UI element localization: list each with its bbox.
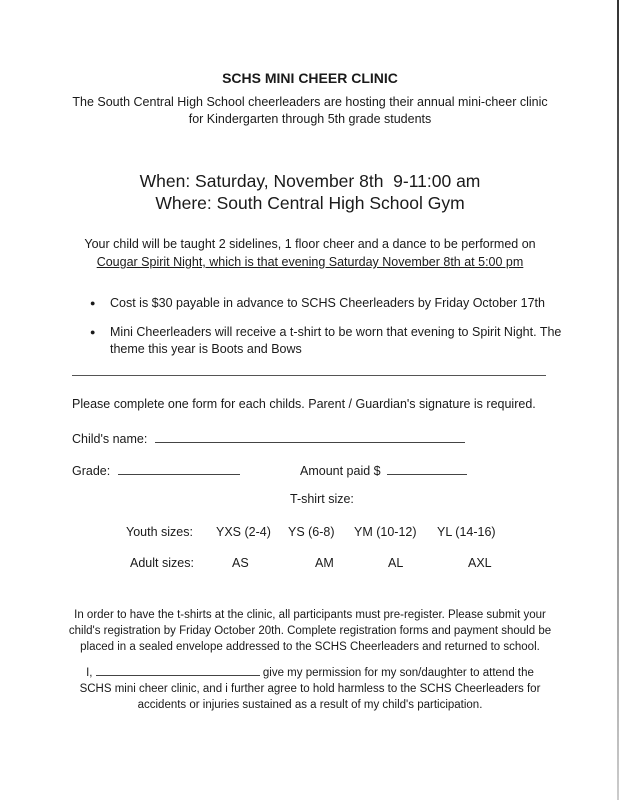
section-divider (72, 375, 546, 376)
notice-line: child's registration by Friday October 20th. Complete registration forms and payment should be (68, 625, 552, 637)
bullet-icon: ● (90, 298, 96, 308)
permission-suffix: give my permission for my son/daughter to attend the (262, 667, 534, 679)
intro-line: for Kindergarten through 5th grade students (188, 112, 432, 126)
size-option-am[interactable]: AM (315, 556, 334, 570)
event-details (0, 170, 620, 214)
registration-notice (0, 607, 620, 655)
size-option-yl[interactable]: YL (14-16) (437, 525, 496, 539)
size-option-ys[interactable]: YS (6-8) (288, 525, 335, 539)
intro-line: The South Central High School cheerleaders are hosting their annual mini-cheer clinic (72, 95, 548, 109)
bullet-text: Mini Cheerleaders will receive a t-shirt to be worn that evening to Spirit Night. The theme this year is Boots and Bows (110, 325, 562, 356)
grade-field[interactable] (118, 462, 240, 475)
tshirt-size-label: T-shirt size: (290, 492, 354, 506)
child-name-field[interactable] (155, 430, 465, 443)
event-when: When: Saturday, November 8th 9-11:00 am (139, 171, 481, 191)
child-name-row (72, 430, 465, 446)
permission-line-3: accidents or injuries sustained as a result of my child's participation. (137, 699, 483, 711)
size-option-yxs[interactable]: YXS (2-4) (216, 525, 271, 539)
program-description (0, 235, 620, 271)
bullet-tshirt (90, 324, 570, 358)
info-bullets (90, 295, 570, 370)
adult-sizes-label: Adult sizes: (130, 556, 194, 570)
size-option-as[interactable]: AS (232, 556, 249, 570)
program-line: Your child will be taught 2 sidelines, 1 floor cheer and a dance to be performed on (84, 237, 536, 251)
size-option-ym[interactable]: YM (10-12) (354, 525, 417, 539)
amount-paid-field[interactable] (387, 462, 467, 475)
spirit-night-line: Cougar Spirit Night, which is that evening Saturday November 8th at 5:00 pm (96, 255, 524, 269)
form-instruction: Please complete one form for each childs. Parent / Guardian's signature is required. (72, 397, 536, 411)
amount-paid-row (300, 462, 467, 478)
grade-row (72, 462, 240, 478)
bullet-cost (90, 295, 570, 312)
notice-line: placed in a sealed envelope addressed to the SCHS Cheerleaders and returned to school. (80, 641, 540, 653)
size-option-al[interactable]: AL (388, 556, 404, 570)
child-name-label: Child's name: (72, 432, 148, 446)
bullet-text: Cost is $30 payable in advance to SCHS Cheerleaders by Friday October 17th (110, 296, 545, 310)
permission-line-1 (0, 663, 620, 681)
notice-line: In order to have the t-shirts at the clinic, all participants must pre-register. Please submit your (74, 609, 546, 621)
permission-statement (0, 663, 620, 713)
event-where: Where: South Central High School Gym (155, 193, 465, 213)
permission-line-2: SCHS mini cheer clinic, and i further agree to hold harmless to the SCHS Cheerleaders for (79, 683, 541, 695)
size-option-axl[interactable]: AXL (468, 556, 492, 570)
document-title: SCHS MINI CHEER CLINIC (222, 70, 398, 86)
grade-label: Grade: (72, 464, 111, 478)
guardian-name-field[interactable] (96, 663, 260, 676)
youth-sizes-label: Youth sizes: (126, 525, 193, 539)
intro-text (0, 94, 620, 128)
bullet-icon: ● (90, 327, 96, 337)
amount-paid-label: Amount paid $ (300, 464, 381, 478)
permission-prefix: I, (86, 667, 93, 679)
